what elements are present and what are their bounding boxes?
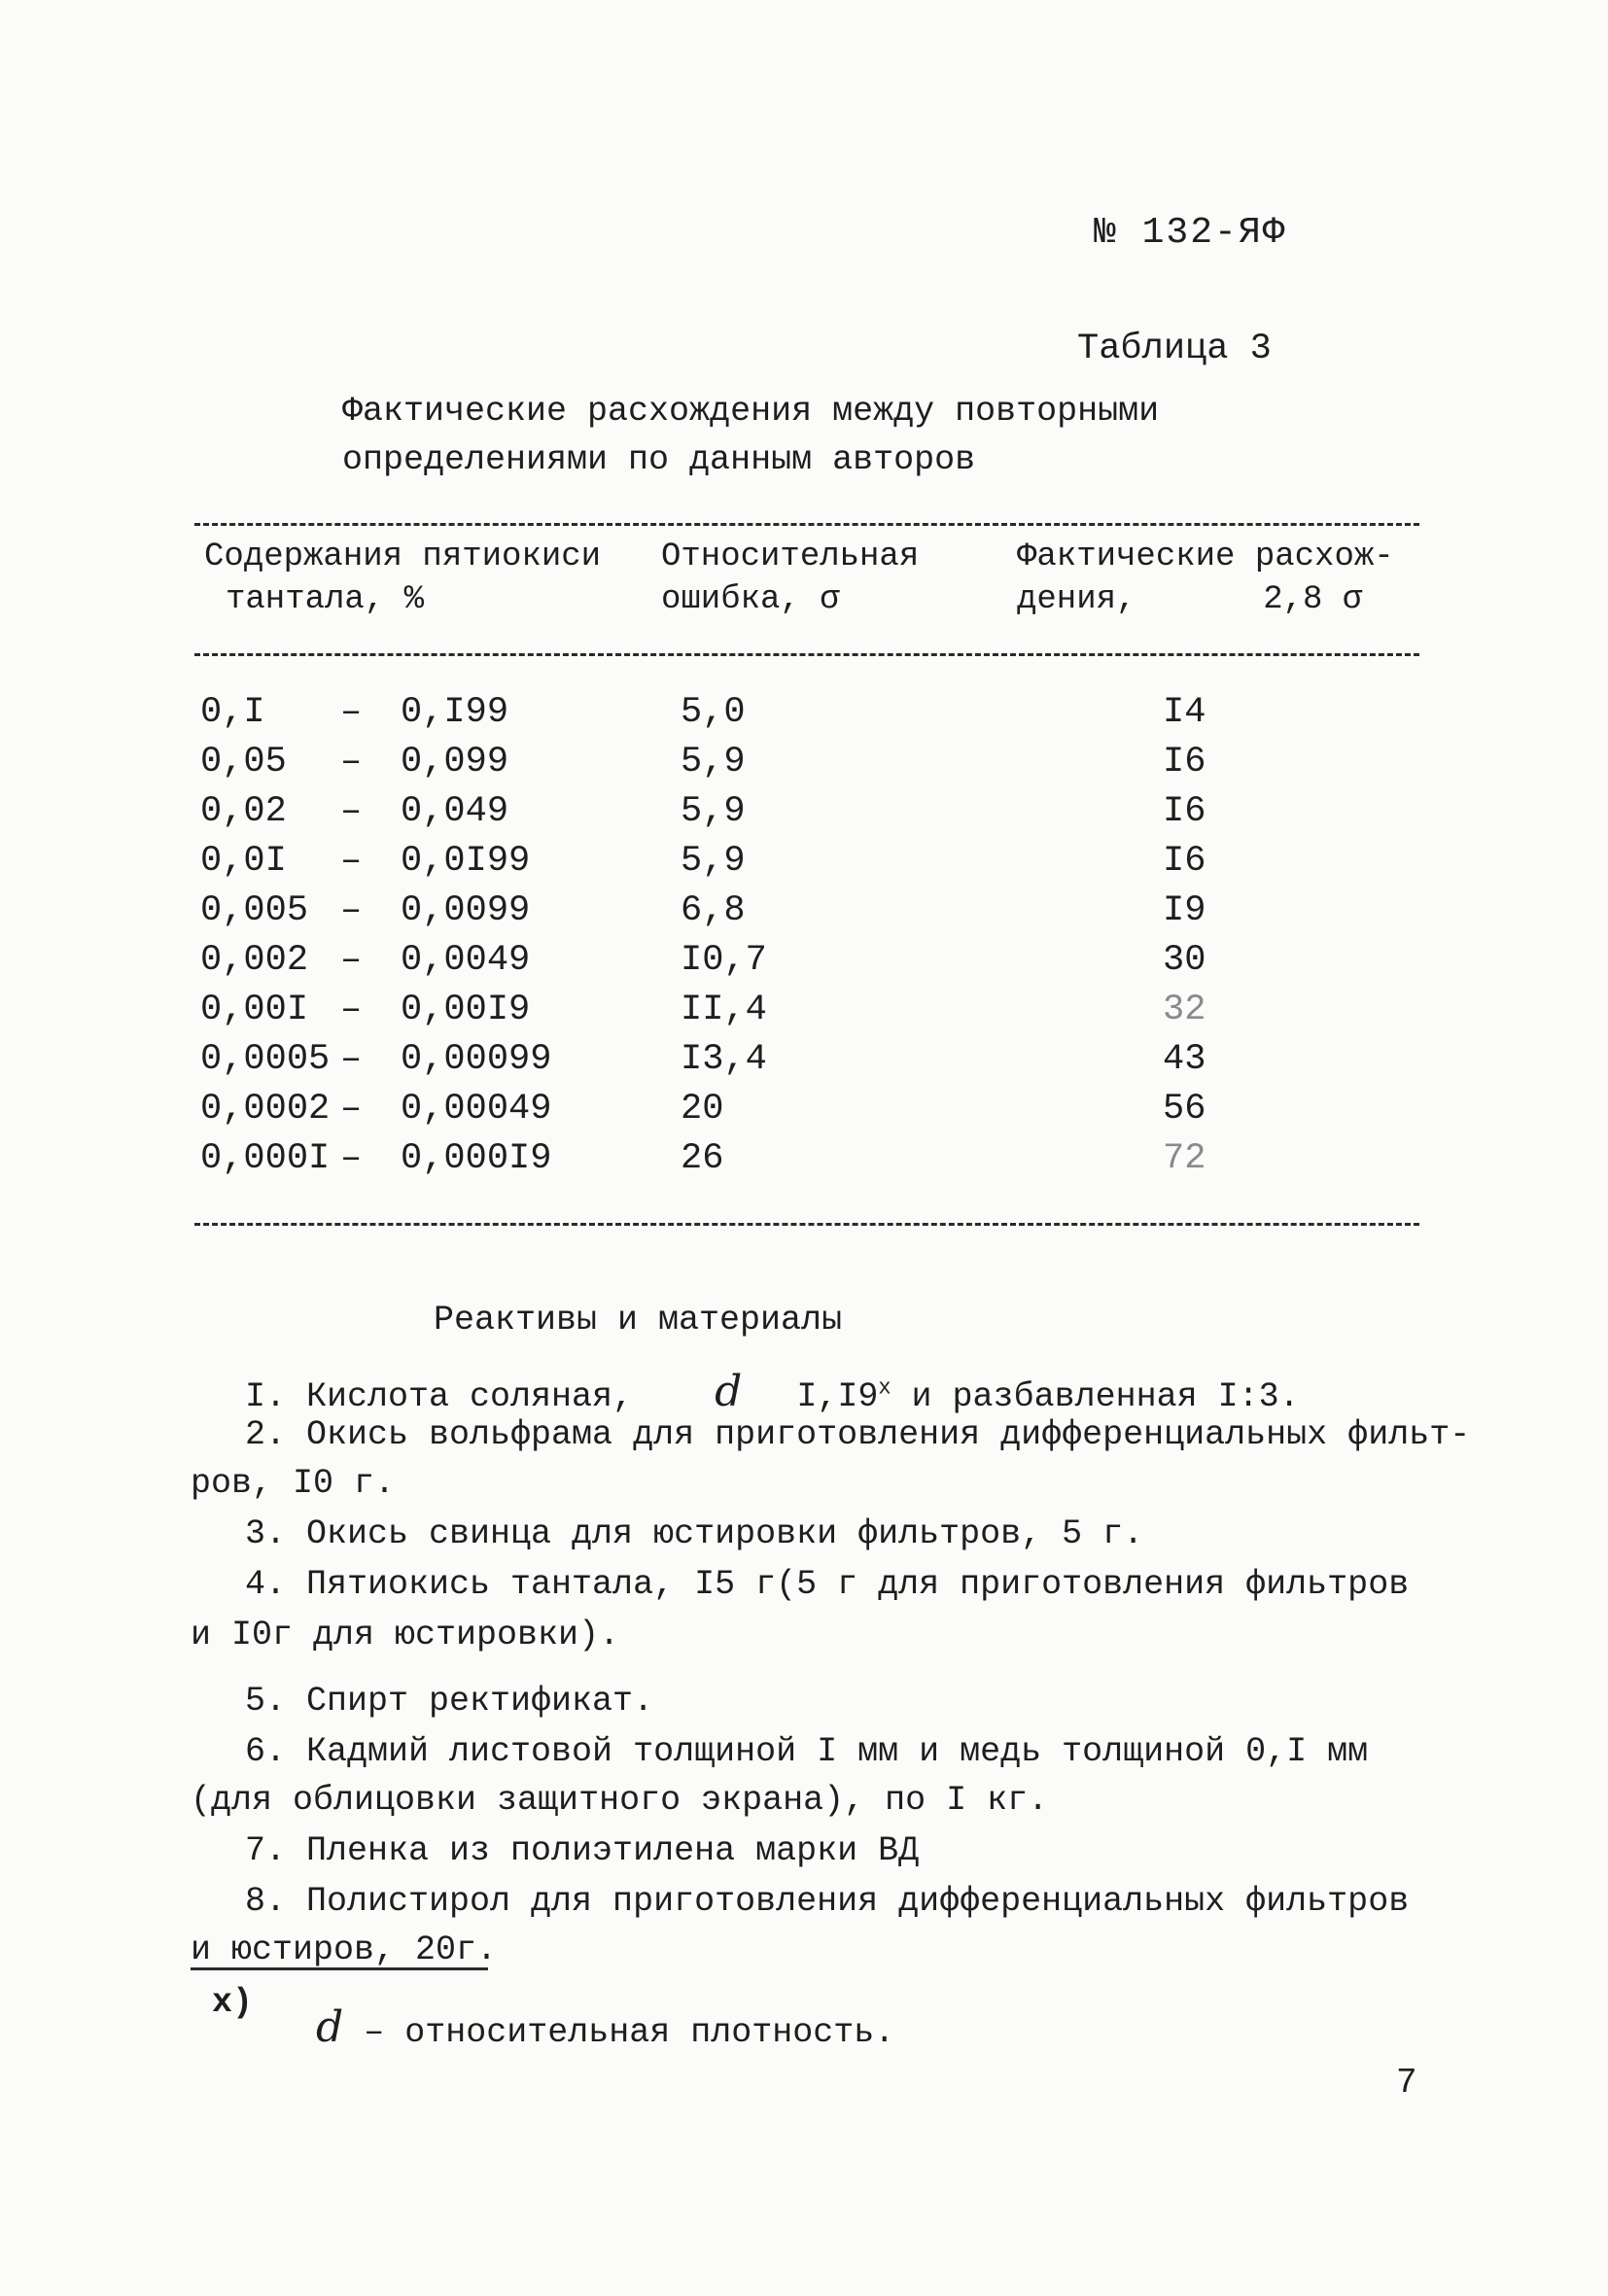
- cell-discrepancy: 30: [1163, 940, 1206, 981]
- header-content-line2: тантала, %: [226, 581, 425, 618]
- page-number: 7: [1396, 2063, 1417, 2103]
- document-number: № 132-ЯФ: [1094, 212, 1287, 254]
- reagent-item-2-line1: 2. Окись вольфрама для приготовления дифференциальных фильт-: [245, 1415, 1471, 1454]
- cell-range-dash: –: [340, 841, 363, 882]
- cell-range-dash: –: [340, 1089, 363, 1130]
- cell-content-to: 0,00I9: [401, 990, 531, 1030]
- cell-relative-error: 5,0: [681, 692, 746, 733]
- reagents-heading: Реактивы и материалы: [434, 1301, 843, 1339]
- cell-range-dash: –: [340, 692, 363, 733]
- table-title: [342, 387, 1159, 484]
- header-discrepancy: [1017, 536, 1394, 621]
- reagent-item-1-tail: и разбавленная I:3.: [911, 1377, 1300, 1416]
- cell-content-to: 0,000I9: [401, 1138, 552, 1179]
- footnote-definition: – относительная плотность.: [364, 2013, 895, 2052]
- cell-content-from: 0,002: [200, 940, 309, 981]
- cell-discrepancy: 56: [1163, 1089, 1206, 1130]
- reagent-item-8-line2: и юстиров, 20г.: [191, 1931, 498, 1969]
- cell-relative-error: 5,9: [681, 791, 746, 832]
- reagent-item-4-line2: и I0г для юстировки).: [191, 1616, 620, 1654]
- footnote-mark: x): [212, 1983, 254, 2022]
- reagent-item-6-line2: (для облицовки защитного экрана), по I кг.: [191, 1781, 1049, 1820]
- reagent-item-7: 7. Пленка из полиэтилена марки ВД: [245, 1831, 920, 1870]
- cell-range-dash: –: [340, 940, 363, 981]
- table-top-rule: [194, 523, 1419, 526]
- cell-range-dash: –: [340, 890, 363, 931]
- header-discrepancy-formula: 2,8 σ: [1263, 581, 1363, 618]
- footnote-text: [316, 2002, 894, 2052]
- cell-content-to: 0,099: [401, 742, 509, 783]
- cell-discrepancy: I9: [1163, 890, 1206, 931]
- cell-content-from: 0,000I: [200, 1138, 331, 1179]
- cell-content-from: 0,0I: [200, 841, 287, 882]
- density-symbol: d: [715, 1367, 743, 1416]
- cell-discrepancy: I6: [1163, 742, 1206, 783]
- table-header-rule: [194, 653, 1419, 656]
- table-title-line1: Фактические расхождения между повторными: [342, 392, 1160, 431]
- table-bottom-rule: [194, 1223, 1419, 1226]
- footnote-density-symbol: d: [316, 2002, 344, 2052]
- cell-relative-error: II,4: [681, 990, 767, 1030]
- reagent-item-6-line1: 6. Кадмий листовой толщиной I мм и медь толщиной 0,I мм: [245, 1732, 1369, 1771]
- footnote-reference: x: [878, 1375, 891, 1401]
- cell-relative-error: 5,9: [681, 742, 746, 783]
- cell-discrepancy: I6: [1163, 841, 1206, 882]
- cell-discrepancy: 72: [1163, 1138, 1206, 1179]
- reagent-item-1: [245, 1367, 1300, 1416]
- table-label: Таблица 3: [1077, 329, 1272, 369]
- cell-range-dash: –: [340, 742, 363, 783]
- cell-discrepancy: I6: [1163, 791, 1206, 832]
- cell-relative-error: 5,9: [681, 841, 746, 882]
- cell-content-to: 0,0099: [401, 890, 531, 931]
- cell-relative-error: 20: [681, 1089, 724, 1130]
- cell-relative-error: I3,4: [681, 1039, 767, 1080]
- reagent-item-1-text: I. Кислота соляная,: [245, 1377, 634, 1416]
- table-title-line2: определениями по данным авторов: [342, 440, 976, 479]
- cell-content-from: 0,02: [200, 791, 287, 832]
- cell-range-dash: –: [340, 791, 363, 832]
- cell-relative-error: I0,7: [681, 940, 767, 981]
- cell-content-from: 0,0002: [200, 1089, 331, 1130]
- header-content: [204, 536, 601, 621]
- header-relative-error-line2: ошибка, σ: [661, 581, 840, 618]
- cell-discrepancy: 43: [1163, 1039, 1206, 1080]
- cell-content-to: 0,00099: [401, 1039, 552, 1080]
- cell-discrepancy: I4: [1163, 692, 1206, 733]
- reagent-item-5: 5. Спирт ректификат.: [245, 1682, 654, 1721]
- header-relative-error-line1: Относительная: [661, 539, 920, 575]
- cell-content-to: 0,049: [401, 791, 509, 832]
- cell-relative-error: 26: [681, 1138, 724, 1179]
- reagent-item-4-line1: 4. Пятиокись тантала, I5 г(5 г для приготовления фильтров: [245, 1565, 1410, 1604]
- cell-content-from: 0,00I: [200, 990, 309, 1030]
- reagent-item-8-line1: 8. Полистирол для приготовления дифференциальных фильтров: [245, 1882, 1410, 1921]
- cell-content-to: 0,0I99: [401, 841, 531, 882]
- cell-range-dash: –: [340, 990, 363, 1030]
- cell-content-from: 0,0005: [200, 1039, 331, 1080]
- header-content-line1: Содержания пятиокиси: [204, 539, 602, 575]
- header-relative-error: [661, 536, 919, 621]
- header-discrepancy-label: дения,: [1017, 581, 1136, 618]
- cell-relative-error: 6,8: [681, 890, 746, 931]
- reagent-item-2-line2: ров, I0 г.: [191, 1464, 396, 1503]
- header-discrepancy-line2: [1017, 578, 1394, 621]
- cell-content-to: 0,I99: [401, 692, 509, 733]
- cell-range-dash: –: [340, 1039, 363, 1080]
- reagent-item-3: 3. Окись свинца для юстировки фильтров, 5 г.: [245, 1514, 1144, 1553]
- cell-content-from: 0,I: [200, 692, 265, 733]
- cell-content-from: 0,005: [200, 890, 309, 931]
- footnote-separator: [191, 1967, 488, 1970]
- header-discrepancy-line1: Фактические расхож-: [1017, 539, 1394, 575]
- cell-content-to: 0,0049: [401, 940, 531, 981]
- cell-discrepancy: 32: [1163, 990, 1206, 1030]
- cell-content-from: 0,05: [200, 742, 287, 783]
- cell-range-dash: –: [340, 1138, 363, 1179]
- cell-content-to: 0,00049: [401, 1089, 552, 1130]
- reagent-item-1-value: I,I9: [796, 1377, 879, 1416]
